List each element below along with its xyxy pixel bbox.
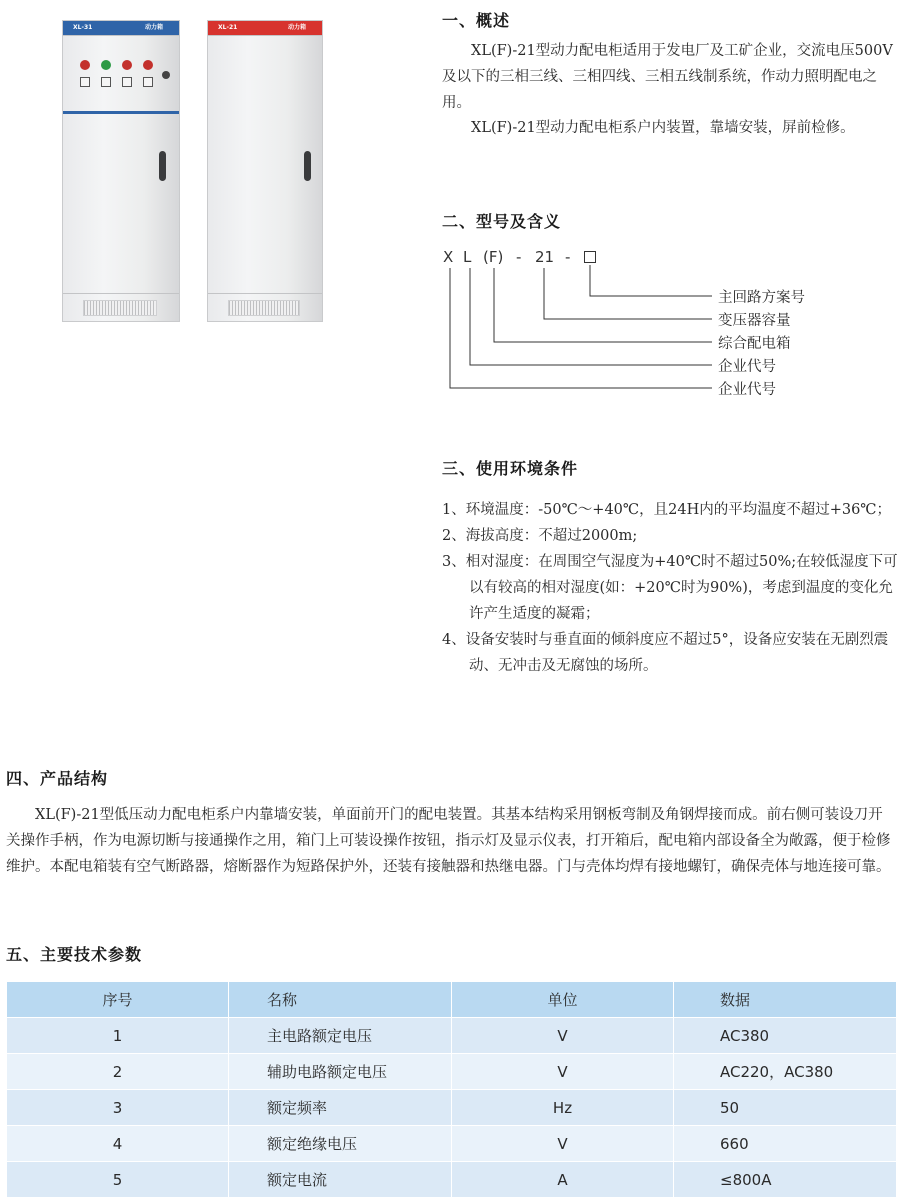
cell-unit: V (452, 1126, 674, 1162)
cell-index: 5 (7, 1162, 229, 1198)
section-title-overview: 一、概述 (442, 11, 511, 30)
cell-value: 660 (674, 1126, 897, 1162)
column-header-unit: 单位 (452, 982, 674, 1018)
environment-item: 4、设备安装时与垂直面的倾斜度应不超过5°，设备应安装在无剧烈震动、无冲击及无腐蚀的场所。 (442, 632, 889, 674)
cell-index: 1 (7, 1018, 229, 1054)
model-char-l: L (463, 248, 472, 266)
section-title-structure: 四、产品结构 (6, 769, 109, 788)
column-header-name: 名称 (229, 982, 452, 1018)
model-label-main-circuit: 主回路方案号 (718, 290, 805, 306)
cell-index: 2 (7, 1054, 229, 1090)
cell-unit: Hz (452, 1090, 674, 1126)
model-char-dash: - (565, 248, 571, 266)
cell-unit: V (452, 1054, 674, 1090)
overview-paragraph-1: XL(F)-21型动力配电柜适用于发电厂及工矿企业，交流电压500V及以下的三相三线、三相四线、三相五线制系统，作动力照明配电之用。 (442, 43, 893, 111)
cell-index: 4 (7, 1126, 229, 1162)
table-row (7, 1018, 897, 1054)
model-label-transformer: 变压器容量 (718, 313, 791, 329)
cell-name: 主电路额定电压 (229, 1018, 452, 1054)
section-title-environment: 三、使用环境条件 (442, 459, 579, 478)
table-row (7, 1054, 897, 1090)
model-label-enterprise-code: 企业代号 (718, 359, 776, 375)
cell-value: 50 (674, 1090, 897, 1126)
column-header-value: 数据 (674, 982, 897, 1018)
section-title-model: 二、型号及含义 (442, 212, 562, 231)
table-header-row (7, 982, 897, 1018)
model-label-distribution-box: 综合配电箱 (718, 336, 791, 352)
model-char-21: 21 (535, 248, 555, 266)
column-header-index: 序号 (7, 982, 229, 1018)
table-row (7, 1126, 897, 1162)
table-row (7, 1162, 897, 1198)
cabinet-label: XL-21 (218, 24, 238, 31)
cell-unit: V (452, 1018, 674, 1054)
environment-item: 1、环境温度：-50℃～+40℃，且24H内的平均温度不超过+36℃； (442, 502, 892, 518)
structure-paragraph: XL(F)-21型低压动力配电柜系户内靠墙安装，单面前开门的配电装置。其基本结构采用钢板弯制及角钢焊接而成。前右侧可装设刀开关操作手柄，作为电源切断与接通操作之用，箱门上可装设操作按钮，指示灯及显示仪表，打开箱后，配电箱内部设备全为敞露，便于检修维护。本配电箱装有空气断路器，熔断器作为短路保护外，还装有接触器和热继电器。门与壳体均焊有接地螺钉，确保壳体与地连接可靠。 (6, 807, 891, 875)
environment-item: 2、海拔高度：不超过2000m; (442, 528, 638, 544)
cell-value: AC220，AC380 (674, 1054, 897, 1090)
cabinet-sublabel: 动力箱 (144, 24, 163, 31)
cell-name: 额定电流 (229, 1162, 452, 1198)
cell-name: 额定绝缘电压 (229, 1126, 452, 1162)
environment-item: 3、相对湿度：在周围空气湿度为+40℃时不超过50%;在较低湿度下可以有较高的相对湿度(如：+20℃时为90%)，考虑到温度的变化允许产生适度的凝霜； (442, 554, 898, 622)
cell-index: 3 (7, 1090, 229, 1126)
table-row (7, 1090, 897, 1126)
cabinet-label: XL-31 (73, 24, 93, 31)
environment-list (442, 497, 898, 679)
parameters-table (6, 981, 897, 1198)
section-title-parameters: 五、主要技术参数 (6, 945, 143, 964)
cell-name: 辅助电路额定电压 (229, 1054, 452, 1090)
cell-value: ≤800A (674, 1162, 897, 1198)
overview-paragraph-2: XL(F)-21型动力配电柜系户内装置，靠墙安装，屏前检修。 (471, 120, 855, 136)
model-char-x: X (443, 248, 454, 266)
cabinet-sublabel: 动力箱 (287, 24, 306, 31)
cell-unit: A (452, 1162, 674, 1198)
cell-name: 额定频率 (229, 1090, 452, 1126)
cell-value: AC380 (674, 1018, 897, 1054)
model-char-dash: - (516, 248, 522, 266)
model-label-enterprise-code: 企业代号 (718, 382, 776, 398)
model-char-f: (F) (483, 248, 504, 266)
